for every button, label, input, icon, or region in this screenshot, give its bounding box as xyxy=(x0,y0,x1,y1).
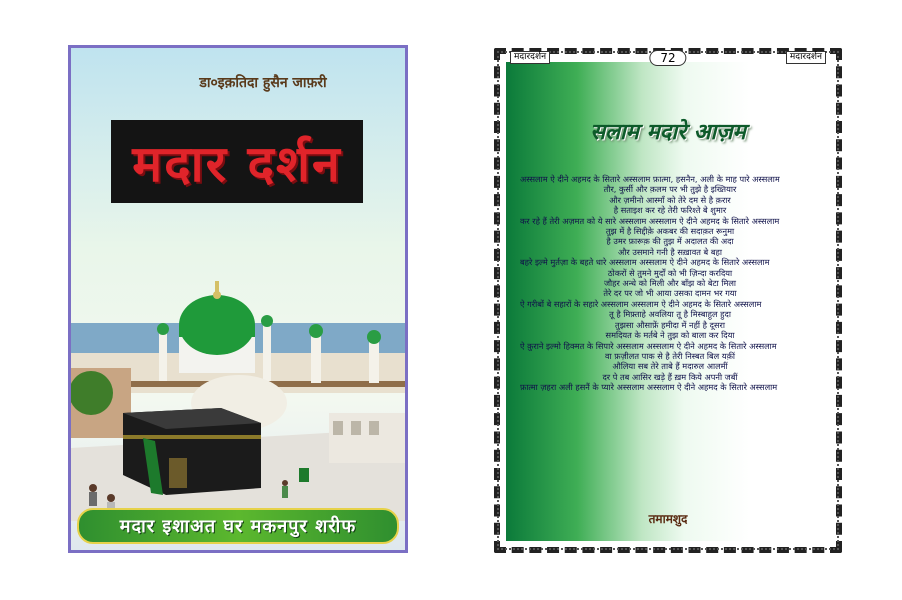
poem-line: समदियत के मर्तबे ने तुझ को बाला कर दिया xyxy=(605,330,735,341)
running-header-right: मदारदर्शन xyxy=(786,51,826,64)
book-cover xyxy=(68,45,408,553)
poem-line: औलिया सब तेरे ताबे हैं मदारुल आलमीं xyxy=(612,361,728,372)
poem-line: ऐ गरीबों बे सहारों के सहारे अस्सलाम अस्सलाम ऐ दीने अहमद के सितारे अस्सलाम xyxy=(520,298,762,309)
poem-line: फ़ात्मा ज़हरा अली हसनैं के प्यारे अस्सलाम अस्सलाम ऐ दीने अहमद के सितारे अस्सलाम xyxy=(520,382,778,393)
poem-line: वा फ़ज़ीलत पाक से है तेरी निस्बत बिल यक़ीं xyxy=(605,350,735,361)
poem-line: तुझ में है सिद्दीक़े अकबर की सदाक़त रूनुमा xyxy=(605,226,735,237)
publisher-name: मदार इशाअत घर मकनपुर शरीफ xyxy=(119,516,357,537)
cover-title: मदार दर्शन xyxy=(132,133,342,193)
book-page xyxy=(494,48,842,553)
cover-title-box xyxy=(111,120,363,203)
page-body xyxy=(506,62,830,541)
shrine-photo xyxy=(71,263,408,521)
poem-line: दर पे तब आसिर खड़े हैं ख़म किये अपनी जबीं xyxy=(602,371,738,382)
publisher-banner xyxy=(77,508,399,544)
poem-line: तौर, कुर्सी और क़लम पर भी तुझे है इख्तियार xyxy=(603,184,737,195)
poem-line: तू है मिफ़्ताहे अवलिया तू है मिस्बाहुल हुदा xyxy=(609,309,731,320)
poem-line: है सताइश कर रहे तेरी फरिश्ते बे शुमार xyxy=(613,205,727,216)
poem-line: और उसमाने गनी है सख़ावत बे बहा xyxy=(618,246,722,257)
poem-line: अस्सलाम ऐ दीने अहमद के सितारे अस्सलाम फ़ात्मा, हसनैन, अली के माह पारे अस्सलाम xyxy=(520,174,780,184)
poem-line: जौहर अन्धे को मिली और बाँझ को बेटा मिला xyxy=(603,278,737,289)
poem-title: सलाम मदारे आज़म xyxy=(590,120,746,145)
cover-author: डा०इक़तिदा हुसैन जाफ़री xyxy=(199,75,327,91)
page-number: 72 xyxy=(649,50,686,66)
poem-line: तेरे दर पर जो भी आया उसका दामन भर गया xyxy=(603,288,737,299)
running-header-left: मदारदर्शन xyxy=(510,51,550,64)
poem-line: कर रहे हैं तेरी अज़मत को ये सारे अस्सलाम अस्सलाम ऐ दीने अहमद के सितारे अस्सलाम xyxy=(520,215,780,226)
poem-line: ऐ क़ुराने इल्मो हिक्मत के सिपारे अस्सलाम अस्सलाम ऐ दीने अहमद के सितारे अस्सलाम xyxy=(520,340,777,351)
ending-text: तमामशुद xyxy=(648,512,688,526)
poem-line: है उमर फ़ारूक़ की तुझ में अदालत की अदा xyxy=(606,236,734,247)
poem-line: और ज़मीनो आस्माँ को तेरे दम से है क़रार xyxy=(609,194,731,205)
poem-line: ठोकरों से तुमने मुर्दों को भी ज़िन्दा करदिया xyxy=(607,267,733,278)
poem-line: तुझसा औसाफ़ें हमीदा में नहीं है दूसरा xyxy=(615,319,725,330)
poem-text xyxy=(520,174,820,393)
poem-line: बहरे इल्मे मुर्तज़ा के बहते धारे अस्सलाम अस्सलाम ऐ दीने अहमद के सितारे अस्सलाम xyxy=(520,257,770,268)
